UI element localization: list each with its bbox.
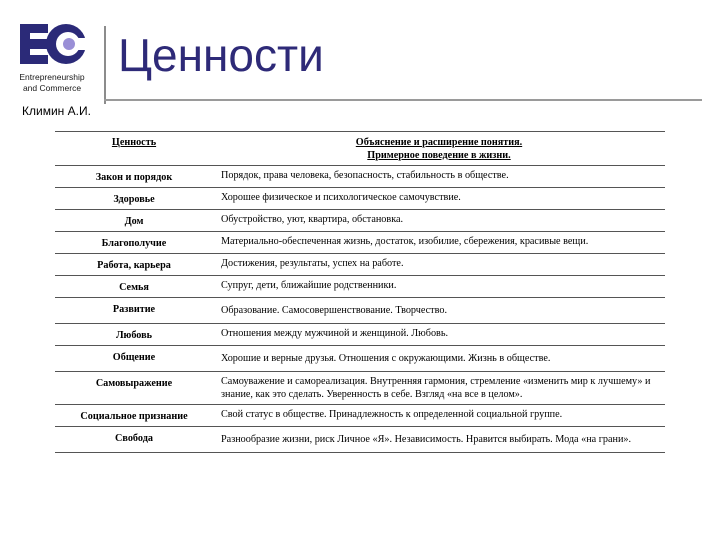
value-name: Благополучие	[55, 232, 213, 254]
header-horizontal-divider	[104, 99, 702, 101]
logo-line-1: Entrepreneurship	[19, 72, 85, 82]
table-row	[55, 166, 665, 188]
table-row	[55, 427, 665, 453]
table-row	[55, 324, 665, 346]
value-name: Любовь	[55, 324, 213, 346]
value-name: Общение	[55, 346, 213, 372]
table-row	[55, 254, 665, 276]
ec-logo-mark	[18, 20, 88, 68]
column-header-explanation-line-2: Примерное поведение в жизни.	[367, 150, 511, 161]
column-header-explanation-line-1: Объяснение и расширение понятия.	[355, 137, 523, 148]
value-description: Обустройство, уют, квартира, обстановка.	[213, 210, 665, 232]
value-description: Достижения, результаты, успех на работе.	[213, 254, 665, 276]
value-description: Хорошее физическое и психологическое самочувствие.	[213, 188, 665, 210]
table-row	[55, 372, 665, 405]
value-name: Закон и порядок	[55, 166, 213, 188]
value-name: Самовыражение	[55, 372, 213, 405]
value-name: Семья	[55, 276, 213, 298]
table-row	[55, 188, 665, 210]
value-description: Отношения между мужчиной и женщиной. Любовь.	[213, 324, 665, 346]
table-row	[55, 210, 665, 232]
value-name: Здоровье	[55, 188, 213, 210]
value-description: Самоуважение и самореализация. Внутренняя гармония, стремление «изменить мир к лучшему» и знание, как это сделать. Уверенность в себе. Взгляд «на все в целом».	[213, 372, 665, 405]
page-title: Ценности	[118, 29, 324, 81]
value-name: Социальное признание	[55, 405, 213, 427]
column-header-explanation	[213, 132, 665, 166]
value-name: Свобода	[55, 427, 213, 453]
value-description: Супруг, дети, ближайшие родственники.	[213, 276, 665, 298]
logo-caption	[8, 72, 96, 94]
logo-line-2: and Commerce	[22, 83, 82, 93]
value-name: Развитие	[55, 298, 213, 324]
table-header-row	[55, 132, 665, 166]
values-table	[55, 131, 665, 453]
ec-logo	[8, 20, 100, 100]
value-description: Материально-обеспеченная жизнь, достаток, изобилие, сбережения, красивые вещи.	[213, 232, 665, 254]
column-header-value: Ценность	[55, 132, 213, 166]
value-name: Работа, карьера	[55, 254, 213, 276]
table-row	[55, 298, 665, 324]
value-description: Образование. Самосовершенствование. Творчество.	[213, 298, 665, 324]
value-description: Порядок, права человека, безопасность, стабильность в обществе.	[213, 166, 665, 188]
value-description: Разнообразие жизни, риск Личное «Я». Независимость. Нравится выбирать. Мода «на грани».	[213, 427, 665, 453]
value-description: Хорошие и верные друзья. Отношения с окружающими. Жизнь в обществе.	[213, 346, 665, 372]
author-name: Климин А.И.	[22, 104, 91, 118]
header-vertical-divider	[104, 26, 106, 104]
table-row	[55, 276, 665, 298]
value-description: Свой статус в обществе. Принадлежность к определенной социальной группе.	[213, 405, 665, 427]
table-row	[55, 346, 665, 372]
value-name: Дом	[55, 210, 213, 232]
table-row	[55, 232, 665, 254]
table-row	[55, 405, 665, 427]
